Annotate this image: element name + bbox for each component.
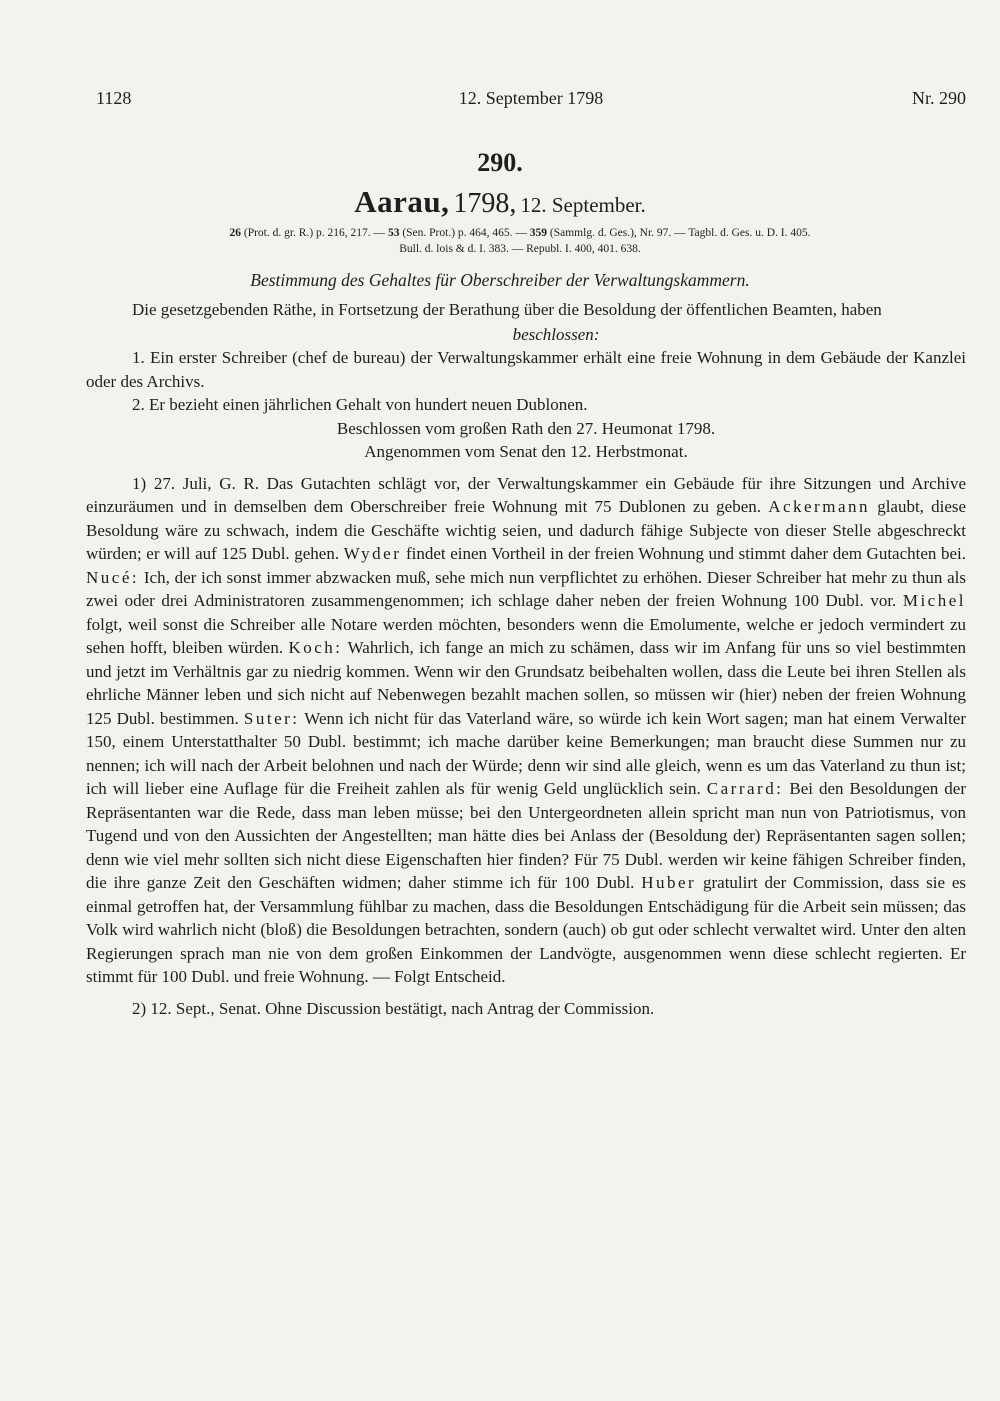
footnote-1-text-2: glaubt, diese Besoldung wäre zu schwach, indem die Geschäfte wichtig seien, und dadurch fähige Subjecte von dieser Stelle abgeschreckt würden; er will auf 125 Dubl. gehen. — [86, 497, 967, 563]
footnote-1-text-9: gratulirt der Commission, dass sie es einmal getroffen hat, der Versammlung fühlbar zu machen, dass die Besoldungen Entschädigung für die Arbeit sein müssen; das Volk wird wahrlich nicht (bloß) die Besoldungen betrachten, sondern (auch) ob gut oder schlecht verwaltet wird. Unter den alten Regierungen sprach man nie von dem großen Einkommen der Landvögte, ausgenommen wenn diese schlecht regierten. Er stimmt für 100 Dubl. und freie Wohnung. — Folgt Entscheid. — [86, 873, 966, 986]
footnote-1-text-8: Bei den Besoldungen der Repräsentanten war die Rede, dass man leben müsse; bei den Untergeordneten allein spricht man nun von Patriotismus, von Tugend und von den Aussichten der Angestellten; man hätte dies bei Anlass der (Besoldung der) Repräsentanten sagen sollen; denn wie viel mehr sollten sich nicht diese Eigenschaften hier finden? Für 75 Dubl. werden wir keine fähigen Schreiber finden, die ihre ganze Zeit den Geschäften widmen; daher stimme ich für 100 Dubl. — [86, 779, 966, 892]
article-2: 2. Er bezieht einen jährlichen Gehalt von hundert neuen Dublonen. — [132, 395, 588, 414]
page-number: 1128 — [96, 88, 132, 108]
footnote-2-text: Ohne Discussion bestätigt, nach Antrag der Commission. — [265, 998, 655, 1018]
passed-great-council: Beschlossen vom großen Rath den 27. Heumonat 1798. — [336, 418, 716, 438]
entry-number: 290. — [477, 148, 523, 177]
footnote-1-text-6: Wahrlich, ich fange an mich zu schämen, dass wir im Anfang für uns so viel bestimmten und jetzt im Verhältnis gar zu niedrig kommen. Wenn wir den Grundsatz beibehalten wollen, dass die Leute bei ihren Stellen als ehrliche Männer leben und sich nicht auf Nebenwegen bezahlt machen sollen, so müssen wir (hier) neben der freien Wohnung 125 Dubl. bestimmen. — [86, 638, 967, 728]
speaker-huber: Huber — [641, 873, 697, 892]
speaker-michel: Michel — [902, 591, 966, 610]
accepted-senate: Angenommen vom Senat den 12. Herbstmonat. — [364, 442, 688, 461]
footnote-1-lead: 1) 27. Juli, G. R. — [132, 473, 259, 493]
footnote-1-text-3: findet einen Vortheil in der freien Wohnung und stimmt daher dem Gutachten bei. — [405, 544, 966, 563]
ref-number-2: 53 — [387, 227, 400, 239]
ref-text-3: (Sammlg. d. Ges.), Nr. 97. — Tagbl. d. Ges. u. D. I. 405. — [549, 227, 811, 239]
resolved-label: beschlossen: — [512, 324, 600, 344]
references-line-2: Bull. d. lois & d. I. 383. — Republ. I. 400, 401. 638. — [399, 243, 641, 255]
speaker-nuce: Nucé: — [86, 567, 140, 587]
entry-place: Aarau, — [354, 184, 450, 219]
footnote-2 — [86, 997, 966, 1021]
subject-heading: Bestimmung des Gehaltes für Oberschreiber der Verwaltungskammern. — [250, 270, 750, 290]
source-references — [120, 225, 920, 257]
speaker-wyder: Wyder — [343, 544, 402, 563]
ref-text-2: (Sen. Prot.) p. 464, 465. — — [402, 227, 527, 239]
document-body — [86, 298, 966, 1020]
entry-title — [0, 184, 1000, 220]
speaker-suter: Suter: — [243, 708, 300, 728]
footnote-1-text-5: folgt, weil sonst die Schreiber alle Notare werden möchten, besonders wenn die Emolumente, welche er jedoch vermindert zu sehen hofft, bleiben würden. — [86, 614, 966, 657]
ref-text-1: (Prot. d. gr. R.) p. 216, 217. — — [243, 227, 386, 239]
speaker-koch: Koch: — [288, 638, 343, 657]
references-line-1 — [120, 225, 920, 241]
header-doc-number: Nr. 290 — [912, 88, 966, 108]
speaker-carrard: Carrard: — [706, 779, 784, 798]
ref-number-1: 26 — [229, 227, 241, 239]
entry-year: 1798, — [453, 188, 517, 219]
ref-number-3: 359 — [529, 227, 548, 239]
footnote-1 — [86, 472, 966, 989]
footnote-1-text-1: Das Gutachten schlägt vor, der Verwaltungskammer ein Gebäude für ihre Sitzungen und Archive einzuräumen und in demselben dem Oberschreiber freie Wohnung mit 75 Dublonen zu geben. — [86, 473, 966, 516]
running-header — [96, 88, 966, 112]
entry-date: 12. September. — [520, 193, 646, 217]
speaker-ackermann: Ackermann — [768, 497, 870, 516]
article-1: 1. Ein erster Schreiber (chef de bureau) der Verwaltungskammer erhält eine freie Wohnung in dem Gebäude der Kanzlei oder des Archivs. — [86, 348, 966, 391]
footnote-2-lead: 2) 12. Sept., Senat. — [132, 998, 261, 1018]
footnote-1-text-4: Ich, der ich sonst immer abzwacken muß, sehe mich nun verpflichtet zu erhöhen. Dieser Schreiber hat mehr zu thun als zwei oder drei Administratoren zusammengenommen; ich schlage daher neben der freien Wohnung 100 Dubl. vor. — [86, 567, 966, 610]
header-date: 12. September 1798 — [458, 88, 604, 108]
footnote-1-text-7: Wenn ich nicht für das Vaterland wäre, so würde ich kein Wort sagen; man hat einem Verwalter 150, einem Unterstatthalter 50 Dubl. bestimmt; ich mache darüber keine Bemerkungen; man braucht diese Summen nur zu nennen; ich will nach der Arbeit belohnen und nach der Würde; denn wir sind alle gleich, wenn es um das Vaterland zu thun ist; ich will lieber eine Auflage für die Freiheit zahlen als für wenig Geld unglücklich sein. — [86, 708, 967, 798]
intro-paragraph: Die gesetzgebenden Räthe, in Fortsetzung der Berathung über die Besoldung der öffentlichen Beamten, haben — [132, 300, 882, 319]
